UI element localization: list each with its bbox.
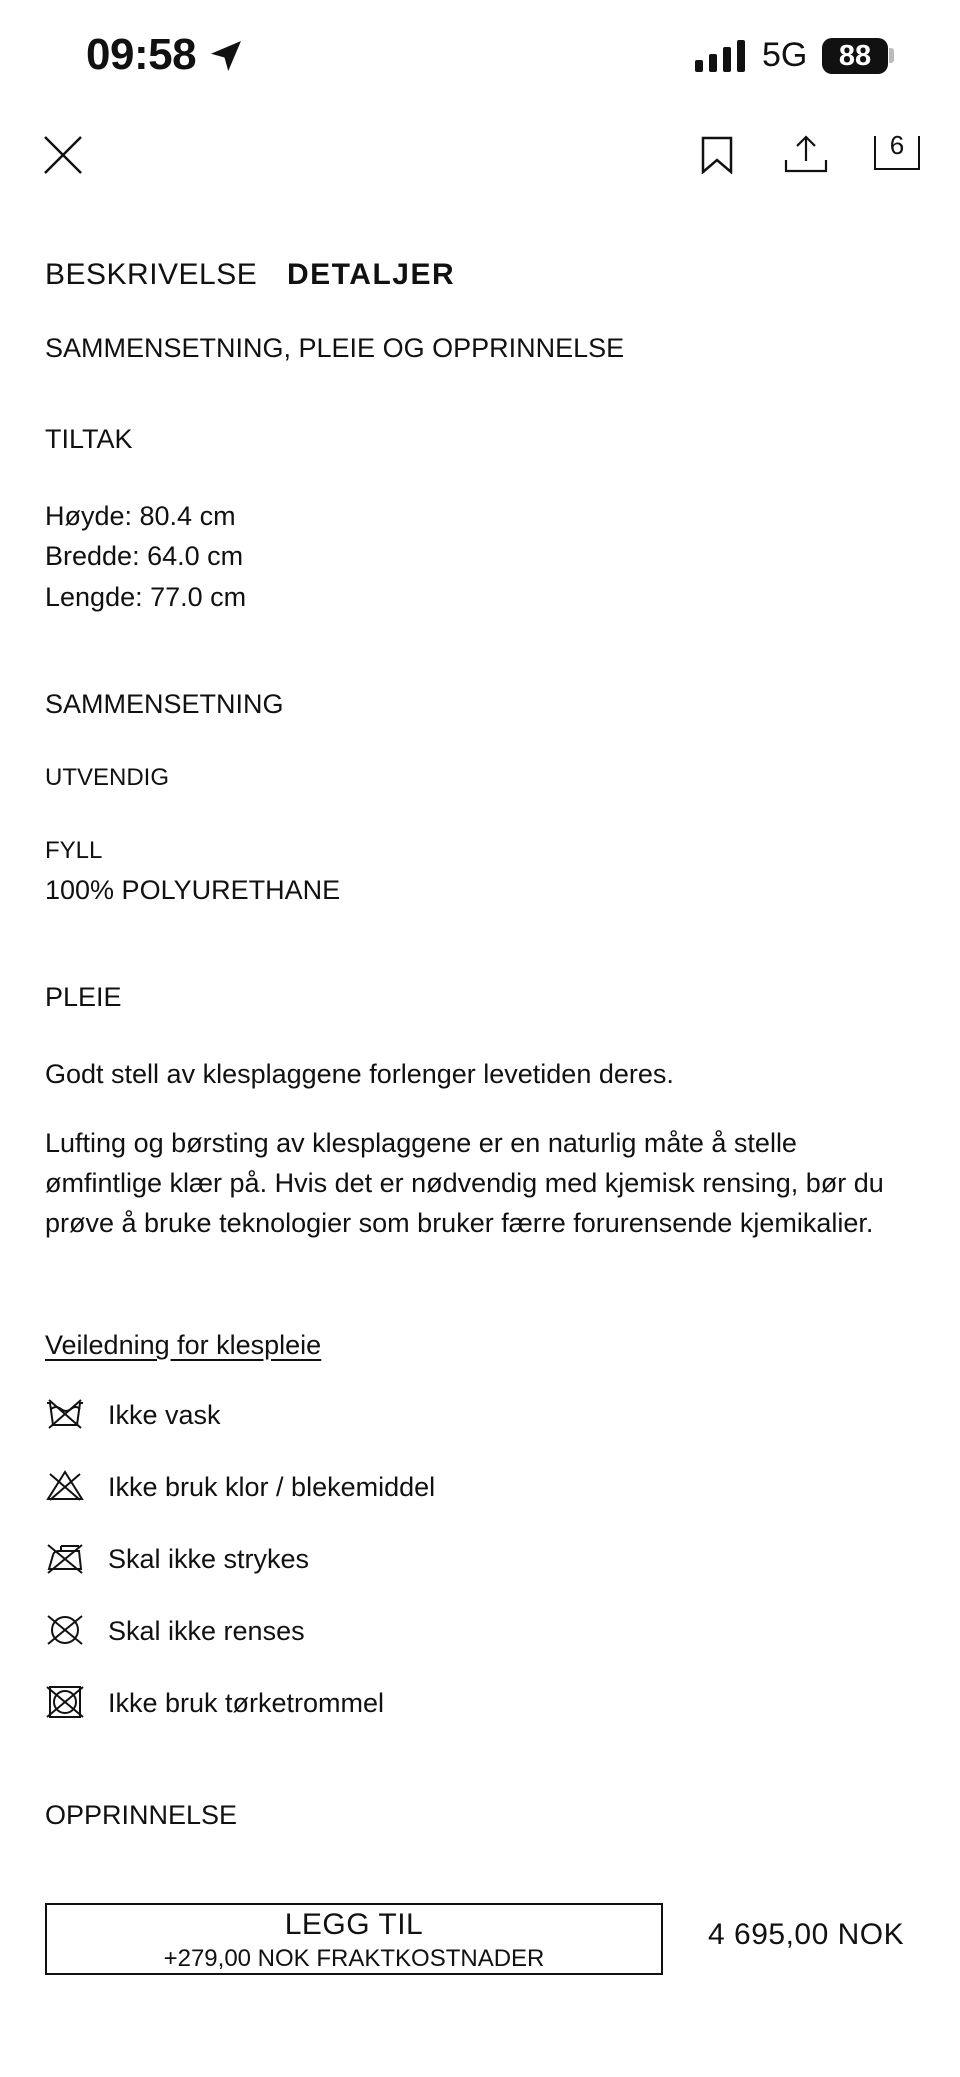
no-tumble-dry-icon bbox=[45, 1685, 85, 1719]
no-dry-clean-icon bbox=[45, 1613, 85, 1647]
status-time: 09:58 bbox=[86, 30, 197, 79]
no-iron-icon bbox=[45, 1541, 85, 1575]
share-icon[interactable] bbox=[784, 134, 828, 174]
measurement-width: Bredde: 64.0 cm bbox=[45, 541, 244, 571]
network-type: 5G bbox=[762, 36, 808, 74]
battery-tip bbox=[889, 48, 894, 63]
care-intro: Godt stell av klesplaggene forlenger levetiden deres. bbox=[45, 1059, 674, 1089]
battery-indicator bbox=[822, 38, 888, 74]
bag-count: 6 bbox=[882, 130, 912, 161]
measurements-title: TILTAK bbox=[45, 424, 133, 454]
price: 4 695,00 NOK bbox=[708, 1918, 905, 1951]
tab-beskrivelse[interactable]: BESKRIVELSE bbox=[45, 258, 258, 291]
care-guide-link[interactable]: Veiledning for klespleie bbox=[45, 1330, 322, 1360]
cellular-signal-icon bbox=[695, 40, 747, 72]
section-header: SAMMENSETNING, PLEIE OG OPPRINNELSE bbox=[45, 333, 625, 363]
status-bar bbox=[0, 0, 960, 110]
care-instruction-label: Ikke vask bbox=[108, 1400, 221, 1430]
measurement-height: Høyde: 80.4 cm bbox=[45, 501, 236, 531]
battery-level: 88 bbox=[838, 40, 872, 72]
close-icon[interactable] bbox=[42, 134, 84, 176]
no-bleach-icon bbox=[45, 1469, 85, 1503]
origin-title: OPPRINNELSE bbox=[45, 1800, 238, 1830]
shipping-cost: +279,00 NOK FRAKTKOSTNADER bbox=[163, 1945, 545, 1972]
bag-count-button[interactable] bbox=[874, 130, 920, 170]
composition-fill-label: FYLL bbox=[45, 837, 103, 864]
care-instruction-label: Skal ikke renses bbox=[108, 1616, 305, 1646]
composition-fill-value: 100% POLYURETHANE bbox=[45, 875, 341, 905]
care-body: Lufting og børsting av klesplaggene er en naturlig måte å stelle ømfintlige klær på. Hvis det er nødvendig med kjemisk rensing, bør du prøve å bruke teknologier som bruker færre forurensende kjemikalier. bbox=[45, 1128, 884, 1238]
measurement-length: Lengde: 77.0 cm bbox=[45, 582, 247, 612]
care-instruction-label: Ikke bruk tørketrommel bbox=[108, 1688, 385, 1718]
composition-title: SAMMENSETNING bbox=[45, 689, 284, 719]
composition-outer-label: UTVENDIG bbox=[45, 764, 170, 791]
bookmark-icon[interactable] bbox=[700, 136, 734, 174]
add-to-bag-label: LEGG TIL bbox=[284, 1908, 424, 1941]
care-instruction-label: Ikke bruk klor / blekemiddel bbox=[108, 1472, 436, 1502]
care-instruction-label: Skal ikke strykes bbox=[108, 1544, 310, 1574]
location-arrow-icon bbox=[208, 38, 244, 74]
tab-detaljer[interactable]: DETALJER bbox=[287, 258, 456, 291]
add-to-bag-button[interactable] bbox=[45, 1903, 663, 1975]
care-title: PLEIE bbox=[45, 982, 122, 1012]
no-wash-icon bbox=[45, 1397, 85, 1431]
